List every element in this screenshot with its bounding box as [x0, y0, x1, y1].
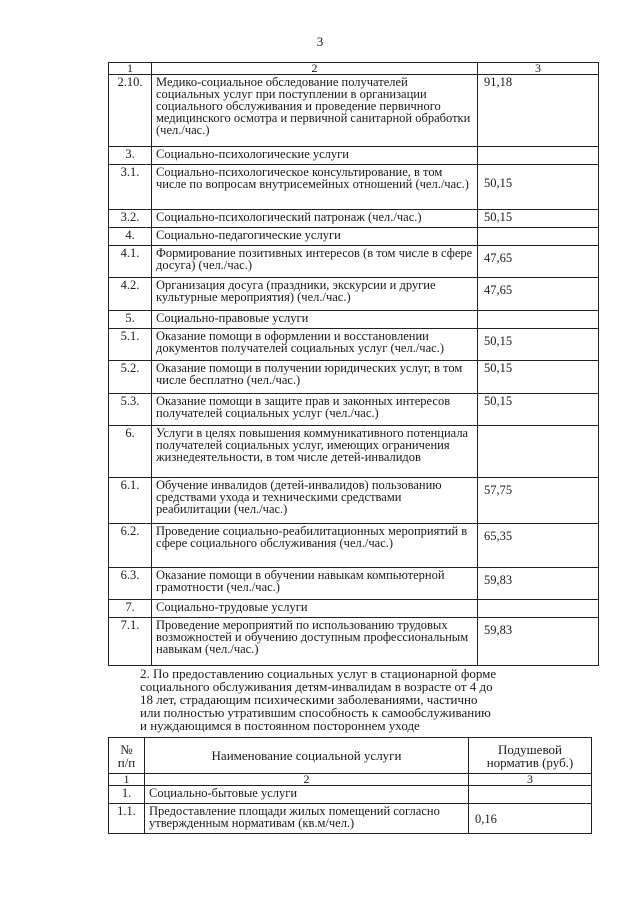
table-row [109, 618, 599, 666]
row-number: 4.2. [109, 278, 152, 311]
section-name: Социально-трудовые услуги [152, 600, 478, 618]
table-row [109, 361, 599, 394]
service-rate [469, 786, 592, 804]
service-rate [478, 311, 599, 329]
service-name: Оказание помощи в обучении навыкам компьютерной грамотности (чел./час.) [152, 568, 478, 600]
row-number: 7.1. [109, 618, 152, 666]
column-number: 1 [109, 63, 152, 75]
service-rate: 65,35 [478, 524, 599, 568]
service-rate [478, 147, 599, 165]
row-number: 3.1. [109, 165, 152, 210]
services-table-continued [108, 62, 599, 666]
column-number: 1 [109, 774, 145, 786]
row-number: 4.1. [109, 246, 152, 278]
section-row [109, 228, 599, 246]
row-number: 5.2. [109, 361, 152, 394]
section-row [109, 600, 599, 618]
section-row [109, 147, 599, 165]
header-row [109, 738, 592, 774]
row-number: 7. [109, 600, 152, 618]
row-number: 4. [109, 228, 152, 246]
header-num: № п/п [109, 738, 145, 774]
table-row [109, 75, 599, 147]
row-number: 1.1. [109, 804, 145, 834]
service-name: Оказание помощи в получении юридических услуг, в том числе бесплатно (чел./час.) [152, 361, 478, 394]
table-row [109, 165, 599, 210]
table-row [109, 804, 592, 834]
service-rate: 47,65 [478, 246, 599, 278]
page-number: 3 [316, 34, 324, 49]
row-number: 6. [109, 426, 152, 478]
column-number: 2 [145, 774, 469, 786]
row-number: 2.10. [109, 75, 152, 147]
service-name: Формирование позитивных интересов (в том числе в сфере досуга) (чел./час.) [152, 246, 478, 278]
table-row [109, 246, 599, 278]
services-table-2 [108, 737, 592, 834]
section-2-heading [140, 667, 590, 732]
section-row [109, 426, 599, 478]
section-name: Услуги в целях повышения коммуникативного потенциала получателей социальных услуг, имеющих ограничения жизнедеятельности, в том числе детей-инвалидов [152, 426, 478, 478]
table-row [109, 478, 599, 524]
service-name: Социально-психологическое консультирование, в том числе по вопросам внутрисемейных отношений (чел./час.) [152, 165, 478, 210]
service-rate: 50,15 [478, 165, 599, 210]
service-rate: 50,15 [478, 361, 599, 394]
service-rate: 59,83 [478, 618, 599, 666]
column-number-row [109, 63, 599, 75]
section-row [109, 786, 592, 804]
row-number: 3. [109, 147, 152, 165]
service-rate: 50,15 [478, 394, 599, 426]
heading-line: 18 лет, страдающим психическими заболеваниями, частично [140, 692, 478, 707]
column-number: 3 [478, 63, 599, 75]
heading-line: социального обслуживания детям-инвалидам в возрасте от 4 до [140, 679, 493, 694]
service-rate: 50,15 [478, 329, 599, 361]
service-rate [478, 600, 599, 618]
service-name: Проведение социально-реабилитационных мероприятий в сфере социального обслуживания (чел./час.) [152, 524, 478, 568]
heading-line: 2. По предоставлению социальных услуг в стационарной форме [140, 666, 497, 681]
service-rate: 50,15 [478, 210, 599, 228]
table-row [109, 210, 599, 228]
service-name: Социально-психологический патронаж (чел./час.) [152, 210, 478, 228]
table-row [109, 394, 599, 426]
header-value: Подушевой норматив (руб.) [469, 738, 592, 774]
table-row [109, 329, 599, 361]
service-rate: 91,18 [478, 75, 599, 147]
heading-line: и нуждающимся в постоянном постороннем уходе [140, 718, 420, 733]
service-rate [478, 228, 599, 246]
service-rate: 0,16 [469, 804, 592, 834]
section-name: Социально-правовые услуги [152, 311, 478, 329]
row-number: 5. [109, 311, 152, 329]
service-name: Оказание помощи в оформлении и восстановлении документов получателей социальных услуг (чел./час.) [152, 329, 478, 361]
column-number: 2 [152, 63, 478, 75]
header-name: Наименование социальной услуги [145, 738, 469, 774]
service-name: Организация досуга (праздники, экскурсии и другие культурные мероприятия) (чел./час.) [152, 278, 478, 311]
section-name: Социально-бытовые услуги [145, 786, 469, 804]
row-number: 3.2. [109, 210, 152, 228]
table-row [109, 278, 599, 311]
service-name: Обучение инвалидов (детей-инвалидов) пользованию средствами ухода и техническими средствами реабилитации (чел./час.) [152, 478, 478, 524]
row-number: 5.1. [109, 329, 152, 361]
service-name: Оказание помощи в защите прав и законных интересов получателей социальных услуг (чел./час.) [152, 394, 478, 426]
service-name: Проведение мероприятий по использованию трудовых возможностей и обучению доступным профессиональным навыкам (чел./час.) [152, 618, 478, 666]
section-row [109, 311, 599, 329]
row-number: 6.2. [109, 524, 152, 568]
heading-line: или полностью утратившим способность к самообслуживанию [140, 705, 491, 720]
row-number: 6.1. [109, 478, 152, 524]
column-number-row [109, 774, 592, 786]
service-rate: 57,75 [478, 478, 599, 524]
service-rate [478, 426, 599, 478]
section-name: Социально-педагогические услуги [152, 228, 478, 246]
table-row [109, 524, 599, 568]
row-number: 5.3. [109, 394, 152, 426]
row-number: 6.3. [109, 568, 152, 600]
service-rate: 59,83 [478, 568, 599, 600]
table-row [109, 568, 599, 600]
column-number: 3 [469, 774, 592, 786]
section-name: Социально-психологические услуги [152, 147, 478, 165]
service-name: Предоставление площади жилых помещений согласно утвержденным нормативам (кв.м/чел.) [145, 804, 469, 834]
service-rate: 47,65 [478, 278, 599, 311]
row-number: 1. [109, 786, 145, 804]
service-name: Медико-социальное обследование получателей социальных услуг при поступлении в организации социального обслуживания и проведение первичного медицинского осмотра и первичной санитарной обработки (чел./час.) [152, 75, 478, 147]
